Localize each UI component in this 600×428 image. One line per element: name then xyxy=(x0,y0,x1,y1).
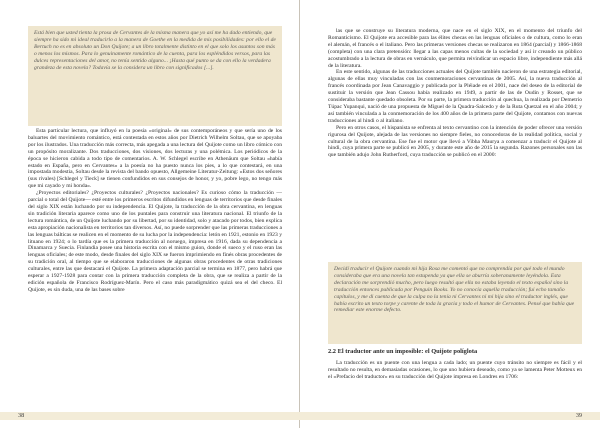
right-paragraph-3: Pero en otros casos, el hispanista se enfrenta al texto cervantino con la intención de poder ofrecer una versión rigurosa del Quijote, alejada de las versiones no siempre fieles, no conocedoras de la realidad política, social y cultural de la obra cervantina. Ese fue el motor que llevó a Vibha Maurya a comenzar a traducir el Quijote al hindi, cuya primera parte se publicó en 2005, y durante este año de 2015 la segunda. Razones personales son las que también adujo John Rutherford, cuya traducción se publicó en el 2000: xyxy=(328,124,582,159)
right-paragraph-4: La traducción es un puente con una lengua a cada lado; un puente cuyo tránsito no siempre es fácil y el resultado no resulta, en demasiadas ocasiones, lo que uno hubiera deseado, como ya se lamenta Peter Motteux en el «Prefacio del traductor» en su traducción del Quijote impresa en Londres en 1706: xyxy=(328,360,582,380)
left-page-number: 38 xyxy=(18,412,25,419)
right-block-quote xyxy=(328,262,582,344)
right-footer-bar xyxy=(300,412,600,420)
right-page-number: 39 xyxy=(575,412,582,419)
right-body-bottom xyxy=(328,360,582,400)
right-quote-text: Decidí traducir el Quijote cuando mi hija Rosa me comentó que no comprendía por qué todo el mundo consideraba que era una novela tan estupenda ya que ella se aburría soberanamente leyéndola. Esta declaración me sorprendió mucho, pero luego resultó que ella no estaba leyendo el texto español sino la traducción entonces publicada por Penguin Books. Yo no conocía aquella traducción; fui echo tamaño capítulos, y me di cuenta de que la culpa no la tenía ni Cervantes ni mi hija sino el traductor inglés, que había escrito un texto torpe y carente de toda la gracia y todo el humor de Cervantes. Pensé que había que remediar este enorme defecto. xyxy=(334,266,575,314)
left-body-text xyxy=(28,128,282,400)
left-paragraph-1: Esta particular lectura, que influyó en la poesía «original» de sus contemporáneos y que sería uno de los baluartes del movimiento romántico, está contestada en estos años por Dietrich Wilhelm Soltau, que se apoyaba por los ilustrados. Una traducción más correcta, más apegada a una lectura del Quijote como un libro cómico con un propósito moralizante. Dos traducciones, dos visiones, dos lecturas y una polémica. Los periódicos de la época se hicieron cabida a todo tipo de comentarios. A. W. Schlegel escribe en Athenäum que Soltau «había estado en España, pero en Cervantes» a la poesía no ha puesto nunca los pies, a lo que contestará, en una impostada modestia, Soltau desde la revista del bando opuesto, Allgemeine Literatur-Zeitung: «Estos dos señores (sus rivales) [Schlegel y Tieck] se tienen confundidos en sus consejos de honor, y yo, pobre lego, no tengo más que mi cayado y mi honda». xyxy=(28,128,282,190)
right-body-top xyxy=(328,28,582,260)
right-paragraph-2: En este sentido, algunas de las traducciones actuales del Quijote también nacieron de una estrategia editorial, algunas de ellas muy vinculadas con las conmemoraciones cervantinas de 2005. Así, la nueva traducción al francés coordinada por Jean Canavaggio y publicada por la Pléiade en el 2001, nace del deseo de la editorial de sustituir la versión que Jean Cassou había realizado en 1949, a partir de las de Oudin y Rosset, que se consideraba bastante quedado obsoleta. Por su parte, la primera traducción al quechua, la realizada por Demetrio Túpac Yupanqui, nació de una propuesta de Miguel de la Quadra-Salcedo y de la Ruta Quetzal en el año 2004; y así también vinculada a la conmemoración de los 400 años de la primera parte del Quijote, contamos con nuevas traducciones al hindi o al italiano. xyxy=(328,69,582,124)
left-quote-text: Está bien que usted tienta la prosa de Cervantes de la misma manera que yo así me ha dado entiendo, que siempre ha sido mi ideal traducirlo a la manera de Goethe en la medida de mis posibilidades: por ello el de Bertuch no es en absoluto un Don Quijote; a un libro totalmente distinto en el que solo los asuntos son más o menos los mismos. Para lo genuinamente romántico de la cuenta, para los espléndidos versos, para las dulces representaciones del amor, no tenía sentido alguno... ¡Hasta qué punto se da con ello la verdadera grandeza de esta novela? Todavía se la considera un libro con significados [...]. xyxy=(34,30,276,71)
section-heading: 2.2 El traductor ante un imposible: el Quijote políglota xyxy=(328,348,478,355)
right-paragraph-1: las que se construye su literatura moderna, que nace en el siglo XIX, en el momento del triunfo del Romanticismo. El Quijote era accesible para las élites checas en las lenguas oficiales o de cultura, como lo eran el alemán, el francés o el italiano. Pero las primeras versiones checas se realizaron en 1864 (parcial) y 1866-1868 (completa) con una clara pretensión: llegar a las capas menos cultas de la sociedad y así ir creando un público acostumbrado a la lectura de obras en vernáculo, que permita reivindicar un espacio libre, independiente más allá de la literatura. xyxy=(328,28,582,69)
left-block-quote xyxy=(28,26,282,126)
left-footer-bar xyxy=(0,412,300,420)
right-page xyxy=(300,0,600,428)
right-footer xyxy=(300,406,600,428)
left-footer xyxy=(0,406,300,428)
left-paragraph-2: ¿Proyectos editoriales? ¿Proyectos culturales? ¿Proyectos nacionales? Es curioso cómo la traducción —parcial o total del Quijote— esté entre los primeros escritos difundidos en lenguas de territorios que desde finales del siglo XIX están luchando por su independencia. El Quijote, la traducción de la obra cervantina, en lenguas sin tradición literaria aparece como uno de los puntales para construir una literatura nacional. El triunfo de la lectura romántica, de un Quijote luchando por su libertad, por su identidad, solo y atacado por todos, bien explica esta apropiación nacionalista en territorios tan diversos. Así, no puede sorprender que las primeras traducciones a las lenguas bálticas se realicen en el momento de su lucha por la independencia: letón en 1921, estonio en 1923 y lituano en 1924; o lo tardía que es la primera traducción al noruego, impresa en 1916, dada su dependencia a Dinamarca y Suecia. Finlandia posee una historia escrita con el mismo guion, donde el sueco y el ruso eran las lenguas oficiales; de este modo, desde finales del siglo XIX se fueron imprimiendo en finés obras procedentes de su tradición oral, al tiempo que se elaboraron traducciones de algunas obras procedentes de otras tradiciones culturales, entre las que destacará el Quijote. La primera adaptación parcial se termina en 1877, pero habrá que esperar a 1927-1928 para contar con la primera traducción completa de la obra, que se realiza a partir de la edición española de Francisco Rodríguez-Marín. Pero el caso más paradigmático quizá sea el del checo. El Quijote, es sin duda, una de las bases sobre xyxy=(28,190,282,293)
